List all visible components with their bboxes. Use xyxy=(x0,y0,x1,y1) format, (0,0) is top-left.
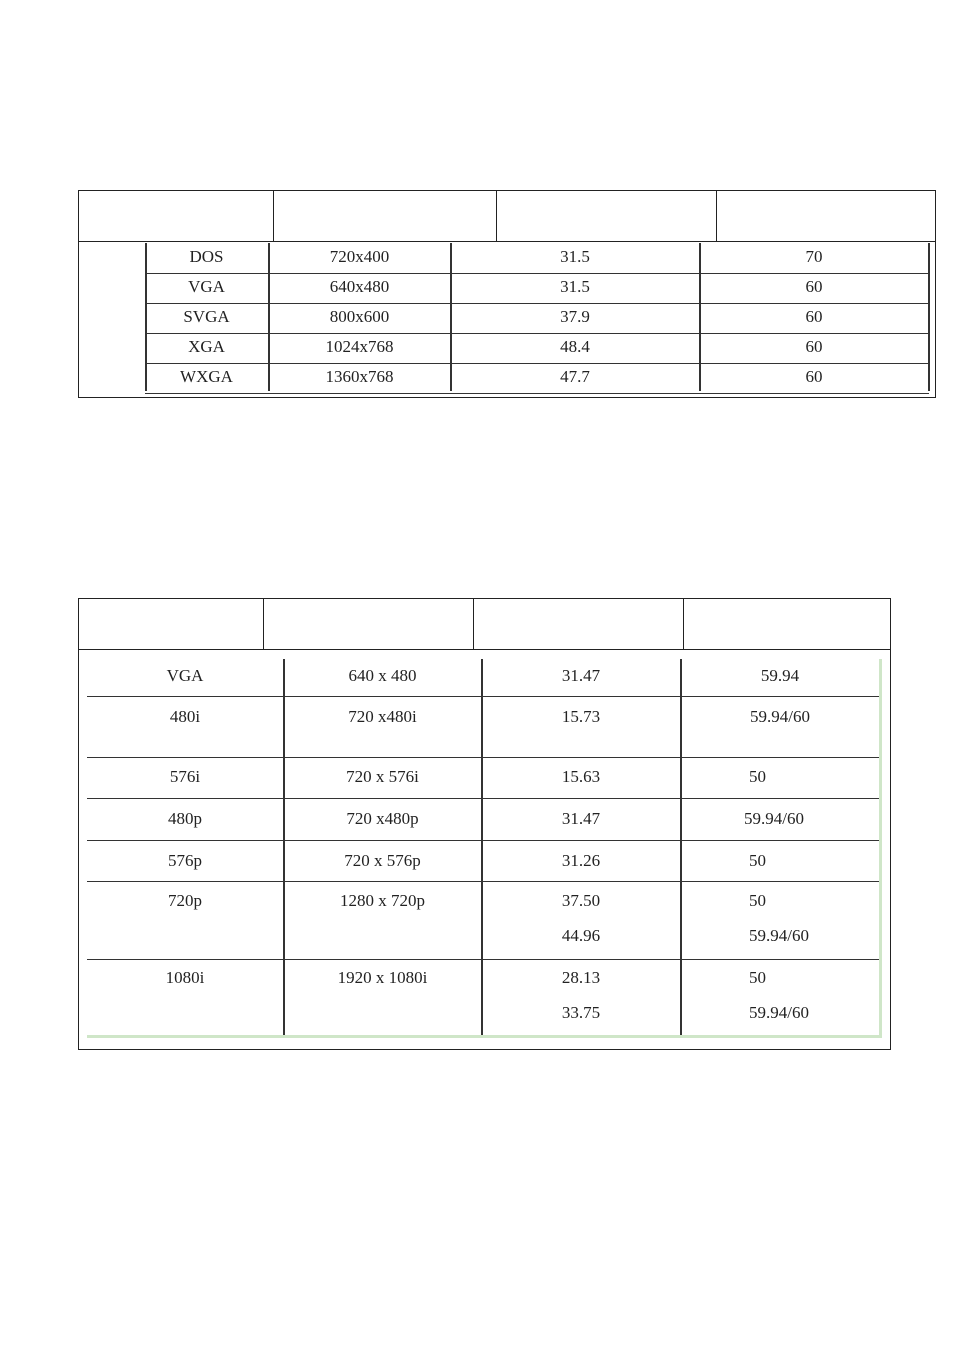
resolution-cell: 720 x480p xyxy=(346,809,419,828)
table-header xyxy=(79,191,935,242)
v-freq-cell: 50 xyxy=(749,891,766,910)
header-cell xyxy=(684,599,890,649)
table-row xyxy=(87,757,879,799)
mode-cell: VGA xyxy=(188,277,225,296)
mode-cell: DOS xyxy=(189,247,224,266)
header-cell xyxy=(264,599,474,649)
resolution-cell: 720x400 xyxy=(329,247,390,266)
table-row xyxy=(87,798,879,841)
mode-cell: 576p xyxy=(168,851,202,870)
table-body xyxy=(87,659,879,1036)
header-cell xyxy=(274,191,497,241)
v-freq-cell: 59.94/60 xyxy=(749,926,809,945)
mode-cell: 720p xyxy=(168,891,202,910)
mode-cell: 1080i xyxy=(165,968,205,987)
v-freq-cell: 60 xyxy=(805,337,823,356)
mode-cell: 576i xyxy=(169,767,201,786)
resolution-cell: 640x480 xyxy=(329,277,390,296)
v-freq-cell: 59.94 xyxy=(760,666,800,685)
table-row xyxy=(145,363,929,394)
table-row xyxy=(87,959,879,1035)
v-freq-cell: 59.94/60 xyxy=(750,707,810,726)
h-freq-cell: 15.73 xyxy=(561,707,601,726)
h-freq-cell: 31.26 xyxy=(561,851,601,870)
v-freq-cell: 60 xyxy=(805,277,823,296)
v-freq-cell: 60 xyxy=(805,307,823,326)
resolution-cell: 1920 x 1080i xyxy=(337,968,428,987)
table-row xyxy=(145,243,929,274)
header-cell xyxy=(474,599,684,649)
table-header xyxy=(79,599,890,650)
table-row xyxy=(87,840,879,882)
h-freq-cell: 47.7 xyxy=(560,367,590,386)
v-freq-cell: 50 xyxy=(749,767,766,786)
mode-cell: XGA xyxy=(188,337,225,356)
v-freq-cell: 50 xyxy=(749,851,766,870)
table-row xyxy=(145,273,929,304)
v-freq-cell: 70 xyxy=(805,247,823,266)
table-body xyxy=(145,243,929,391)
resolution-cell: 800x600 xyxy=(329,307,390,326)
table-row xyxy=(145,333,929,364)
h-freq-cell: 33.75 xyxy=(561,1003,601,1022)
resolution-cell: 640 x 480 xyxy=(348,666,417,685)
header-cell xyxy=(79,191,274,241)
resolution-cell: 720 x 576p xyxy=(344,851,421,870)
mode-cell: WXGA xyxy=(180,367,233,386)
h-freq-cell: 31.5 xyxy=(560,277,590,296)
h-freq-cell: 28.13 xyxy=(561,968,601,987)
table-row xyxy=(87,881,879,960)
v-freq-cell: 59.94/60 xyxy=(749,1003,809,1022)
table-row xyxy=(87,696,879,758)
h-freq-cell: 15.63 xyxy=(561,767,601,786)
resolution-cell: 720 x480i xyxy=(348,707,417,726)
h-freq-cell: 44.96 xyxy=(561,926,601,945)
mode-cell: SVGA xyxy=(183,307,230,326)
header-cell xyxy=(79,599,264,649)
mode-cell: 480i xyxy=(169,707,201,726)
timing-table-pc xyxy=(78,190,936,398)
h-freq-cell: 31.47 xyxy=(561,809,601,828)
header-cell xyxy=(717,191,935,241)
h-freq-cell: 48.4 xyxy=(560,337,590,356)
v-freq-cell: 60 xyxy=(805,367,823,386)
v-freq-cell: 59.94/60 xyxy=(744,809,804,828)
h-freq-cell: 37.9 xyxy=(560,307,590,326)
resolution-cell: 1360x768 xyxy=(325,367,394,386)
resolution-cell: 720 x 576i xyxy=(346,767,419,786)
timing-table-video xyxy=(78,598,891,1050)
resolution-cell: 1280 x 720p xyxy=(340,891,425,910)
table-row xyxy=(87,659,879,697)
mode-cell: 480p xyxy=(168,809,202,828)
h-freq-cell: 31.5 xyxy=(560,247,590,266)
resolution-cell: 1024x768 xyxy=(325,337,394,356)
v-freq-cell: 50 xyxy=(749,968,766,987)
mode-cell: VGA xyxy=(166,666,204,685)
table-row xyxy=(145,303,929,334)
h-freq-cell: 31.47 xyxy=(561,666,601,685)
h-freq-cell: 37.50 xyxy=(561,891,601,910)
header-cell xyxy=(497,191,717,241)
